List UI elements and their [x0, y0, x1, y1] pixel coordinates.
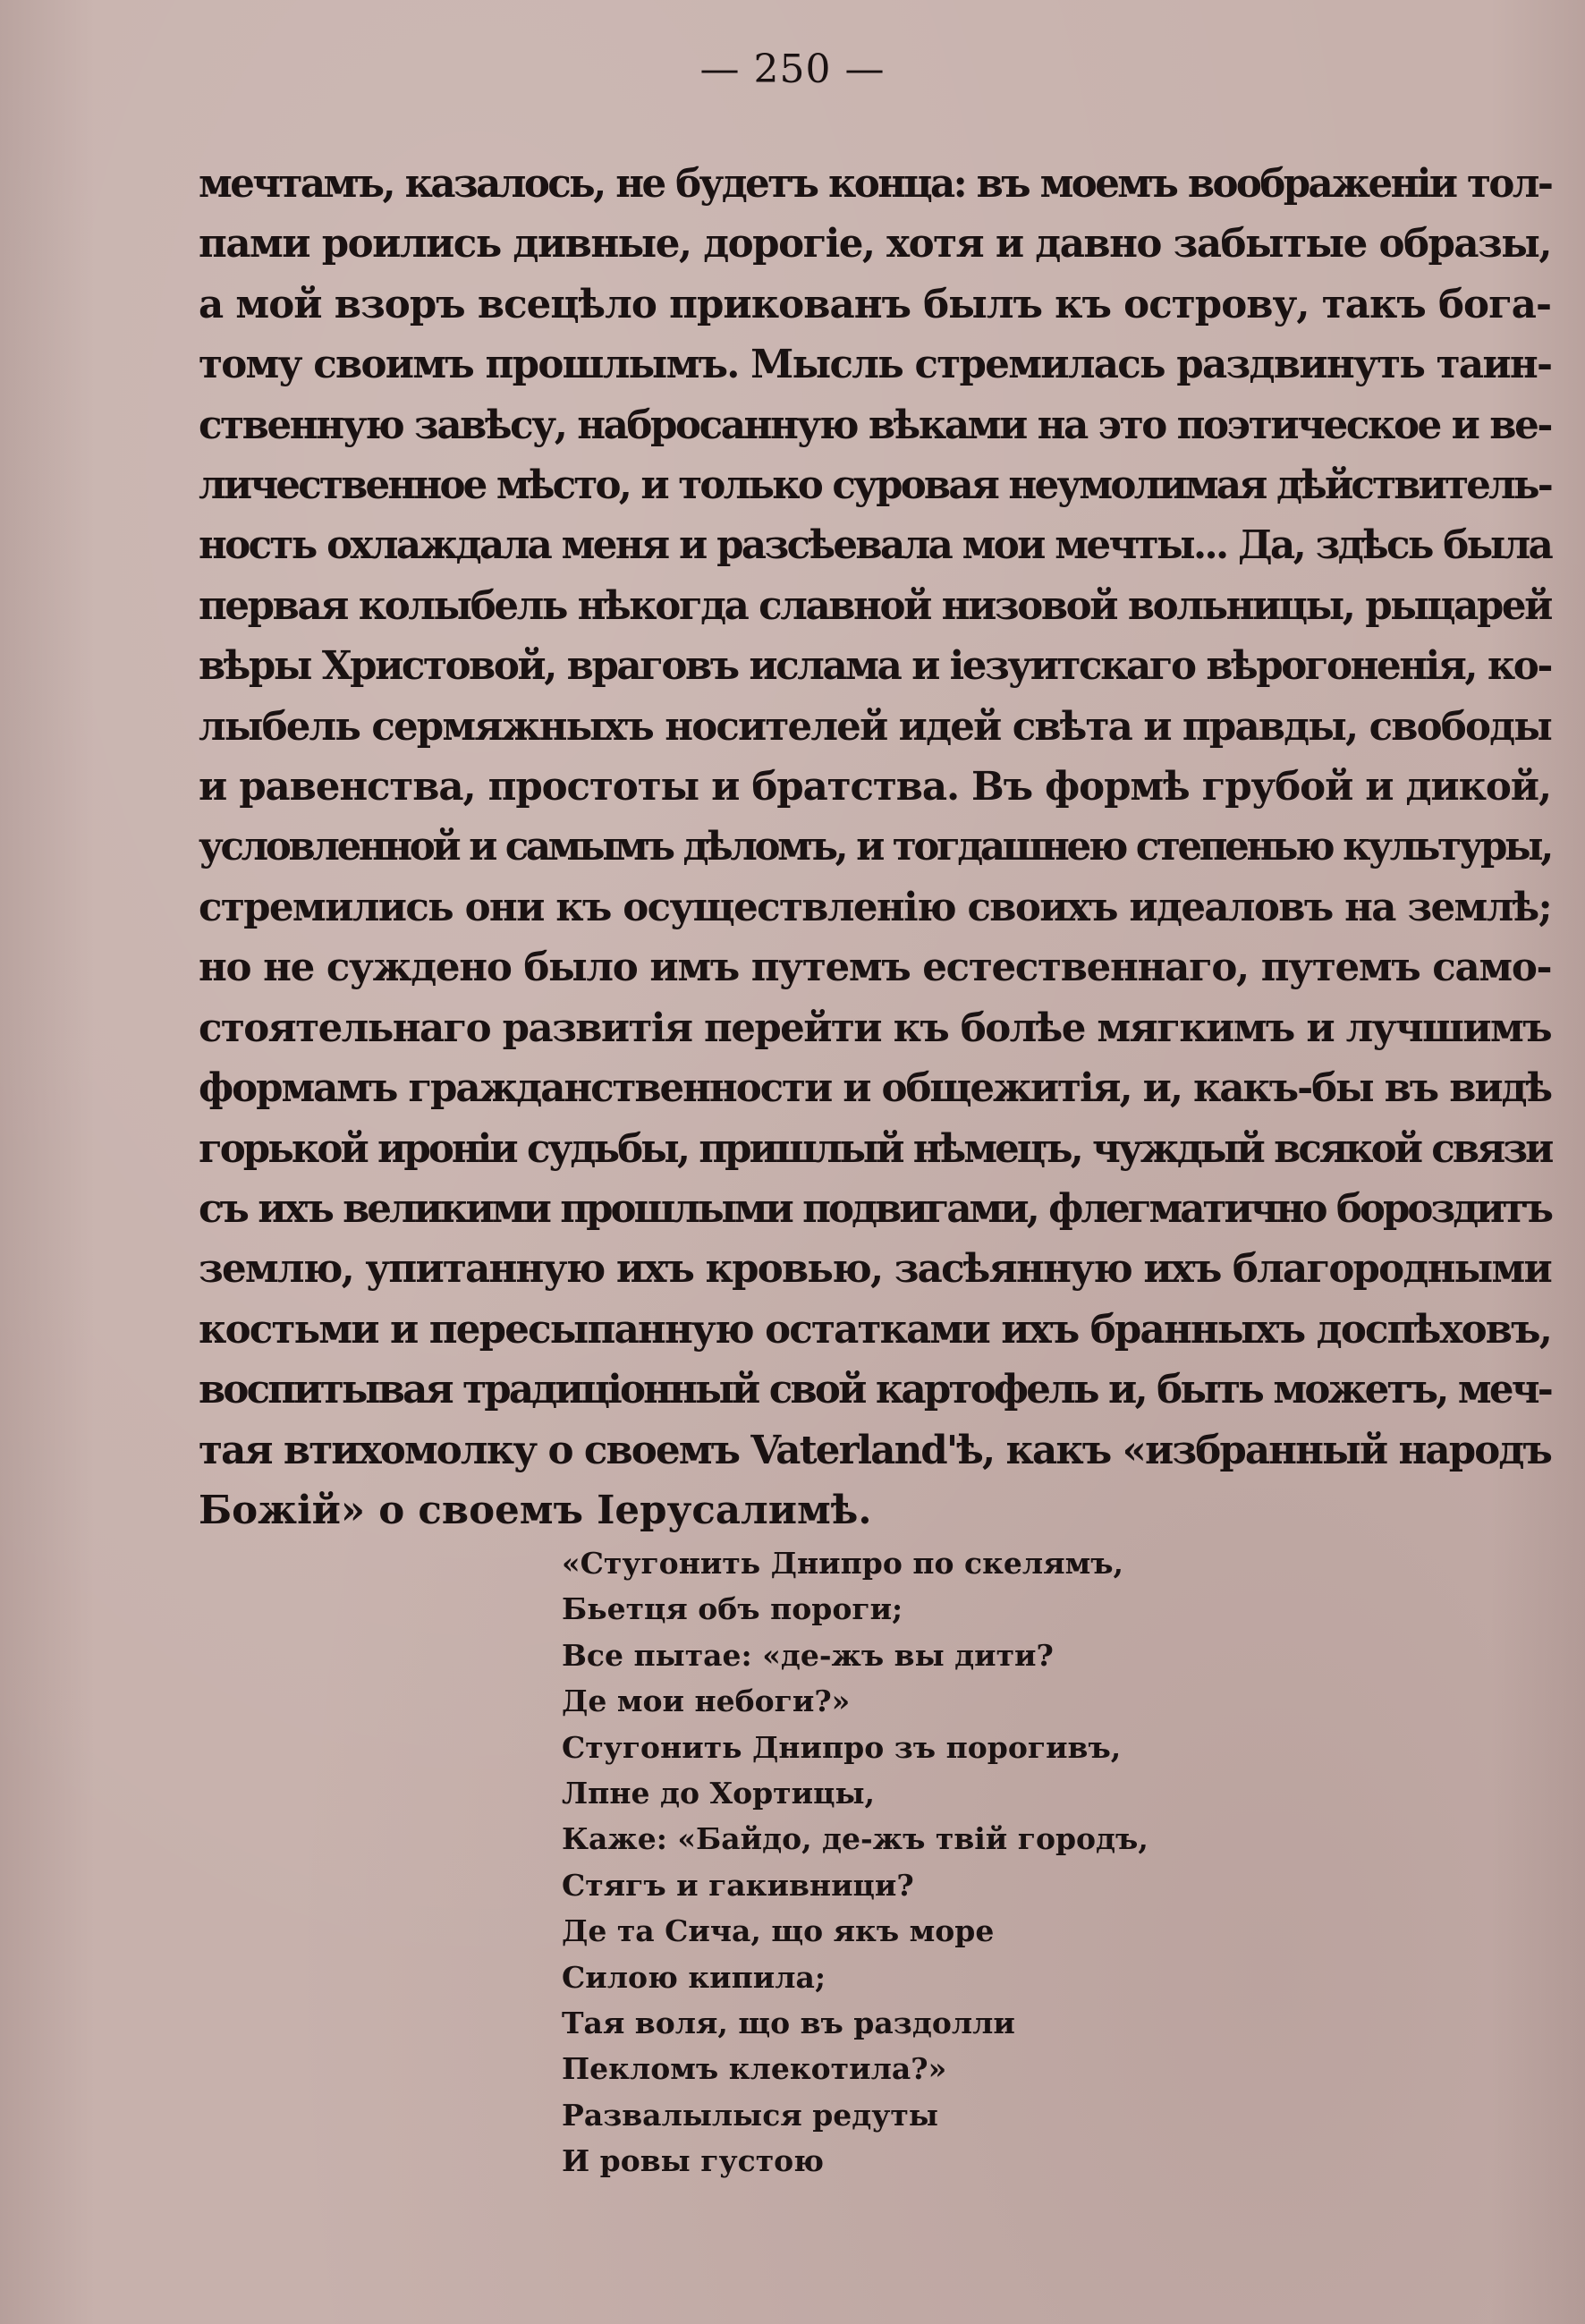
prose-line: горькой ироніи судьбы, пришлый нѣмецъ, чуждый всякой связи	[199, 1125, 1552, 1172]
verse-line: Пекломъ клекотила?»	[562, 2051, 947, 2087]
verse-line: Все пытае: «де-жъ вы дити?	[562, 1637, 1054, 1673]
prose-line: условленной и самымъ дѣломъ, и тогдашнею степенью культуры,	[199, 824, 1551, 870]
verse-line: Каже: «Байдо, де-жъ твій городъ,	[562, 1821, 1148, 1857]
verse-line: Стягъ и гакивници?	[562, 1867, 914, 1903]
prose-line: пами роились дивные, дорогіе, хотя и давно забытые образы,	[199, 221, 1551, 267]
prose-line: костьми и пересыпанную остатками ихъ бранныхъ доспѣховъ,	[199, 1306, 1552, 1353]
verse-line: Тая воля, що въ раздолли	[562, 2006, 1015, 2041]
verse-line: Бьетця объ пороги;	[562, 1591, 903, 1627]
prose-line: формамъ гражданственности и общежитія, и, какъ-бы въ видѣ	[199, 1065, 1551, 1112]
prose-line: но не суждено было имъ путемъ естественнаго, путемъ само-	[199, 945, 1552, 991]
verse-line: «Стугонить Днипро по скелямъ,	[562, 1546, 1124, 1581]
prose-line: воспитывая традиціонный свой картофель и, быть можетъ, меч-	[199, 1367, 1551, 1413]
verse-line: Стугонить Днипро зъ порогивъ,	[562, 1729, 1122, 1765]
prose-line: мечтамъ, казалось, не будетъ конца: въ моемъ воображеніи тол-	[199, 161, 1552, 207]
prose-line: съ ихъ великими прошлыми подвигами, флегматично бороздитъ	[199, 1185, 1551, 1232]
prose-line: землю, упитанную ихъ кровью, засѣянную ихъ благородными	[199, 1246, 1551, 1293]
prose-line: лыбель сермяжныхъ носителей идей свѣта и правды, свободы	[199, 703, 1551, 750]
verse-line: Лпне до Хортицы,	[562, 1776, 876, 1811]
prose-line: а мой взоръ всецѣло прикованъ былъ къ острову, такъ бога-	[199, 281, 1552, 327]
prose-line: первая колыбель нѣкогда славной низовой вольницы, рыцарей	[199, 582, 1551, 629]
prose-line: тому своимъ прошлымъ. Мысль стремилась раздвинуть таин-	[199, 342, 1552, 388]
prose-line: тая втихомолку о своемъ Vaterland'ѣ, какъ «избранный народъ	[199, 1427, 1551, 1473]
verse-block	[562, 1540, 1148, 2184]
prose-line: стоятельнаго развитія перейти къ болѣе мягкимъ и лучшимъ	[199, 1005, 1551, 1051]
prose-line: Божій» о своемъ Іерусалимѣ.	[199, 1487, 872, 1533]
prose-line: и равенства, простоты и братства. Въ формѣ грубой и дикой,	[199, 764, 1551, 810]
verse-line: Развалылыся редуты	[562, 2097, 938, 2133]
prose-line: ственную завѣсу, наброcанную вѣками на это поэтическое и ве-	[199, 402, 1551, 448]
prose-line: личественное мѣсто, и только суровая неумолимая дѣйствитель-	[199, 462, 1552, 509]
verse-line: Силою кипила;	[562, 1959, 826, 1995]
prose-line: ность охлаждала меня и разсѣевала мои мечты... Да, здѣсь была	[199, 522, 1552, 569]
page-number: — 250 —	[699, 47, 886, 92]
verse-line: И ровы густою	[562, 2143, 824, 2179]
prose-line: стремились они къ осуществленію своихъ идеаловъ на землѣ;	[199, 884, 1551, 930]
verse-line: Де мои небоги?»	[562, 1684, 851, 1719]
prose-paragraph	[199, 154, 1551, 1540]
prose-line: вѣры Христовой, враговъ ислама и іезуитскаго вѣрогоненія, ко-	[199, 643, 1551, 690]
verse-line: Де та Сича, що якъ море	[562, 1913, 995, 1949]
